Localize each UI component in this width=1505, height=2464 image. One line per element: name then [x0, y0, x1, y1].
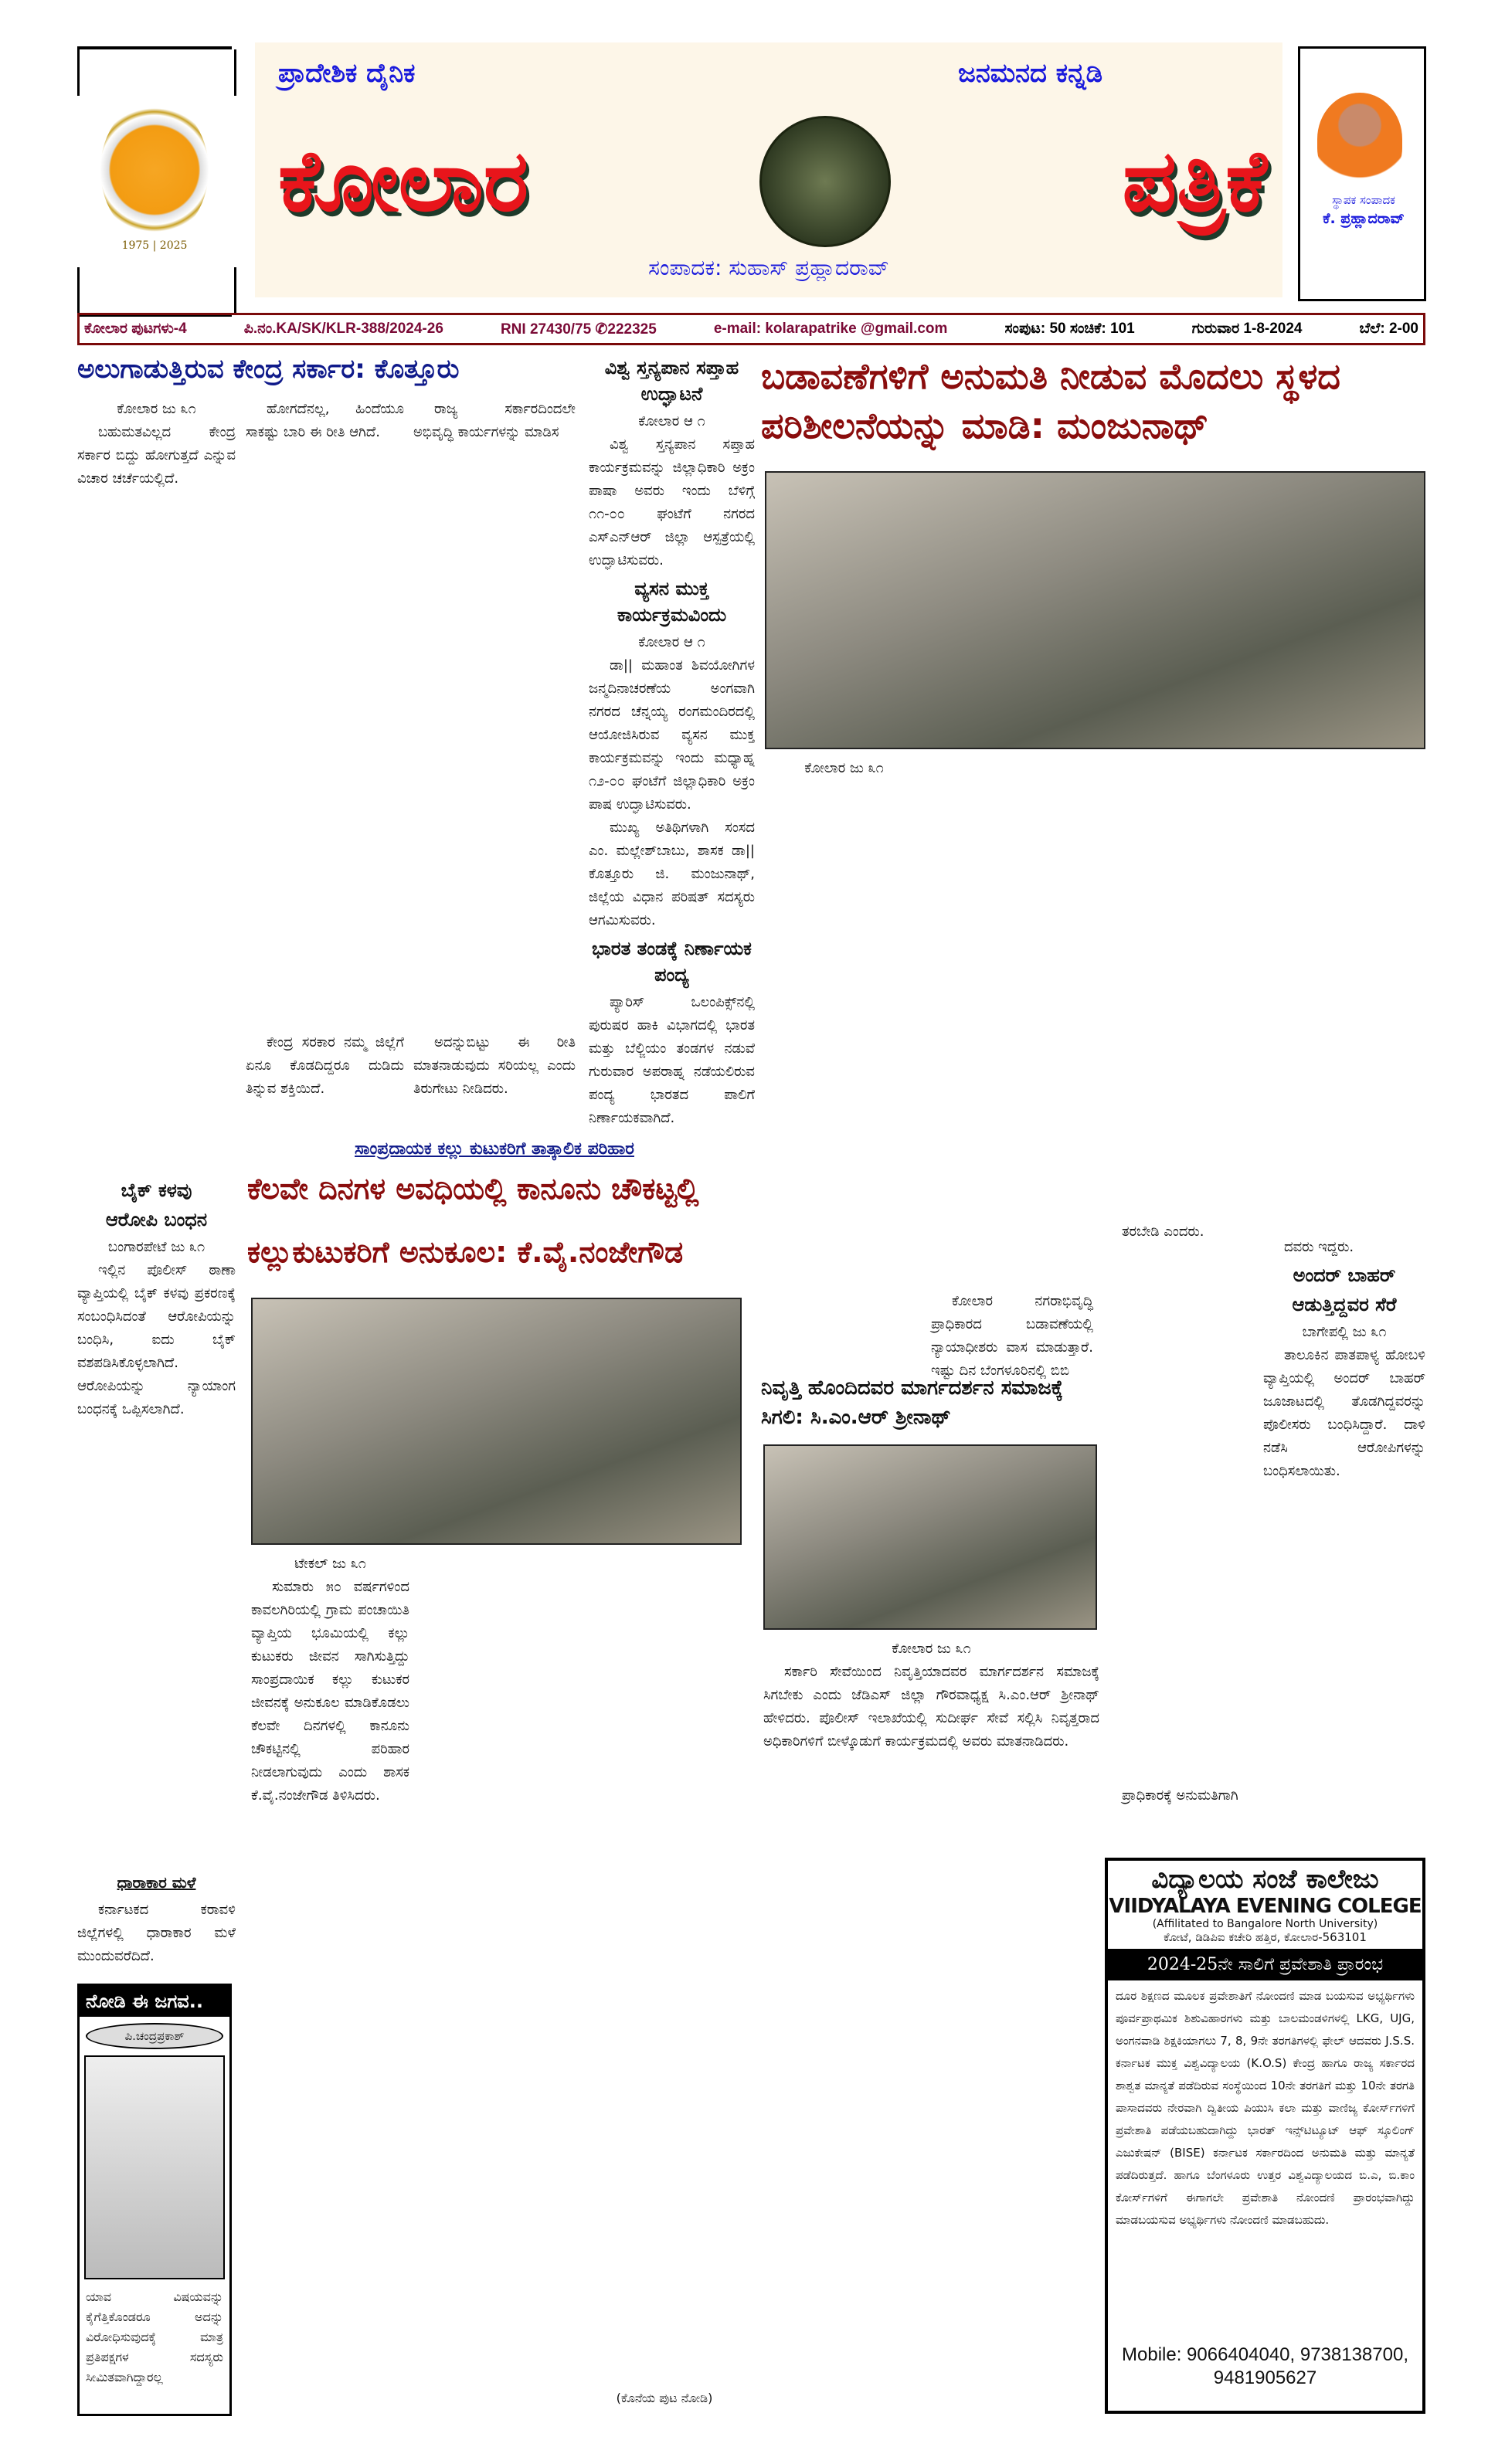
ad-banner: 2024-25ನೇ ಸಾಲಿಗೆ ಪ್ರವೇಶಾತಿ ಪ್ರಾರಂಭ [1108, 1949, 1422, 1980]
headline-deaddiction: ವ್ಯಸನ ಮುಕ್ತ ಕಾರ್ಯಕ್ರಮವಿಂದು [617, 578, 727, 626]
newspaper-title [278, 116, 1267, 247]
article-text: ತರಬೇಡಿ ಎಂದರು. [1122, 1224, 1204, 1240]
ad-body: ದೂರ ಶಿಕ್ಷಣದ ಮೂಲಕ ಪ್ರವೇಶಾತಿಗೆ ನೋಂದಣಿ ಮಾಡ ಬಯಸುವ ಅಭ್ಯರ್ಥಿಗಳು ಪೂರ್ವಪ್ರಾಥಮಿಕ ಶಿಶುವಿಹಾರಗಳು ಮತ್ತು ಬಾಲಮಂಡಳಿಗಳಲ್ಲಿ LKG, UJG, ಅಂಗನವಾಡಿ ಶಿಕ್ಷಕಿಯಾಗಲು 7, 8, 9ನೇ ತರಗತಿಗಳಲ್ಲಿ ಫೇಲ್ ಆದವರು J.S.S. ಕರ್ನಾಟಕ ಮುಕ್ತ ವಿಶ್ವವಿದ್ಯಾಲಯ (K.O.S) ಕೇಂದ್ರ ಹಾಗೂ ರಾಜ್ಯ ಸರ್ಕಾರದ ಶಾಶ್ವತ ಮಾನ್ಯತೆ ಪಡೆದಿರುವ ಸಂಸ್ಥೆಯಿಂದ 10ನೇ ತರಗತಿಗೆ ಮತ್ತು 10ನೇ ತರಗತಿ ಪಾಸಾದವರು ನೇರವಾಗಿ ದ್ವಿತೀಯ ಪಿಯುಸಿ ಕಲಾ ಮತ್ತು ವಾಣಿಜ್ಯ ಕೋರ್ಸ್‌ಗಳಿಗೆ ಪ್ರವೇಶಾತಿ ಪಡೆಯಬಹುದಾಗಿದ್ದು ಭಾರತ್ ಇನ್ಸ್‌ಟಿಟ್ಯೂಟ್ ಆಫ್ ಸ್ಕೂಲಿಂಗ್ ಎಜುಕೇಷನ್ (BISE) ಕರ್ನಾಟಕ ಸರ್ಕಾರದಿಂದ ಅನುಮತಿ ಮತ್ತು ಮಾನ್ಯತೆ ಪಡೆದಿರುತ್ತದೆ. ಹಾಗೂ ಬೆಂಗಳೂರು ಉತ್ತರ ವಿಶ್ವವಿದ್ಯಾಲಯದ ಬಿ.ಎ, ಬಿ.ಕಾಂ ಕೋರ್ಸ್‌ಗಳಿಗೆ ಈಗಾಗಲೇ ಪ್ರವೇಶಾತಿ ನೋಂದಣಿ ಪ್ರಾರಂಭವಾಗಿದ್ದು ಮಾಡಬಯಸುವ ಅಭ್ಯರ್ಥಿಗಳು ನೋಂದಣಿ ಮಾಡಬಹುದು. [1116, 1989, 1415, 2227]
manjunath-column-1 [765, 757, 923, 1359]
headline-manjunath: ಬಡಾವಣೆಗಳಿಗೆ ಅನುಮತಿ ನೀಡುವ ಮೊದಲು ಸ್ಥಳದ ಪರಿಶೀಲನೆಯನ್ನು ಮಾಡಿ: ಮಂಜುನಾಥ್ [761, 355, 1341, 446]
email: e-mail: kolarapatrike @gmail.com [713, 321, 948, 337]
article-text: ಕರ್ನಾಟಕದ ಕರಾವಳಿ ಜಿಲ್ಲೆಗಳಲ್ಲಿ ಧಾರಾಕಾರ ಮಳೆ ಮುಂದುವರೆದಿದೆ. [77, 1902, 236, 1964]
dateline: ಬಾಗೇಪಲ್ಲಿ ಜು ೩೧ [1302, 1324, 1387, 1340]
article-text: ವಿಶ್ವ ಸ್ತನ್ಯಪಾನ ಸಪ್ತಾಹ ಕಾರ್ಯಕ್ರಮವನ್ನು ಜಿಲ್ಲಾಧಿಕಾರಿ ಅಕ್ರಂ ಪಾಷಾ ಅವರು ಇಂದು ಬೆಳಿಗ್ಗೆ ೧೧-೦೦ ಘಂಟೆಗೆ ನಗರದ ಎಸ್ಎನ್ಆರ್ ಜಿಲ್ಲಾ ಆಸ್ಪತ್ರೆಯಲ್ಲಿ ಉದ್ಘಾಟಿಸುವರು. [589, 436, 755, 568]
kothur-column-2 [246, 398, 404, 1124]
dateline: ಬಂಗಾರಪೇಟೆ ಜು ೩೧ [107, 1239, 206, 1255]
logo-years: 1975 | 2025 [121, 239, 188, 252]
headline-quarry-2: ಕಲ್ಲುಕುಟುಕರಿಗೆ ಅನುಕೂಲ: ಕೆ.ವೈ.ನಂಜೇಗೌಡ [247, 1235, 684, 1269]
dateline: ಕೋಲಾರ ಜು ೩೧ [117, 401, 196, 417]
article-text: ಕೇಂದ್ರ ಸರಕಾರ ನಮ್ಮ ಜಿಲ್ಲೆಗೆ ಏನೂ ಕೊಡದಿದ್ದರೂ ದುಡಿದು ತಿನ್ನುವ ಶಕ್ತಿಯಿದೆ. [246, 1034, 404, 1097]
article-text: ದವರು ಇದ್ದರು. [1284, 1239, 1354, 1255]
editor-line: ಸಂಪಾದಕ: ಸುಹಾಸ್ ಪ್ರಹ್ಲಾದರಾವ್ [648, 255, 889, 280]
price: ಬೆಲೆ: 2-00 [1359, 321, 1418, 337]
founder-role: ಸ್ಥಾಪಕ ಸಂಪಾದಕ [1332, 193, 1395, 207]
manjunath-column-2 [931, 757, 1093, 1379]
issue-date: ಗುರುವಾರ 1-8-2024 [1191, 321, 1303, 337]
golden-jubilee-logo [100, 100, 209, 239]
headline-kothur: ಅಲುಗಾಡುತ್ತಿರುವ ಕೇಂದ್ರ ಸರ್ಕಾರ: ಕೊತ್ತೂರು [77, 354, 460, 385]
ad-title-english: VIIDYALAYA EVENING COLEGE [1109, 1895, 1422, 1918]
tagline-right: ಜನಮನದ ಕನ್ನಡಿ [958, 58, 1103, 89]
dateline: ಕೋಲಾರ ಜು ೩೧ [892, 1641, 971, 1657]
article-text: ಇಲ್ಲಿನ ಪೊಲೀಸ್ ಠಾಣಾ ವ್ಯಾಪ್ತಿಯಲ್ಲಿ ಬೈಕ್ ಕಳವು ಪ್ರಕರಣಕ್ಕೆ ಸಂಬಂಧಿಸಿದಂತೆ ಆರೋಪಿಯನ್ನು ಬಂಧಿಸಿ, ಐದು ಬೈಕ್ ವಶಪಡಿಸಿಕೊಳ್ಳಲಾಗಿದೆ. ಆರೋಪಿಯನ್ನು ನ್ಯಾಯಾಂಗ ಬಂಧನಕ್ಕೆ ಒಪ್ಪಿಸಲಾಗಿದೆ. [77, 1262, 236, 1417]
article-text: ಅದನ್ನುಬಿಟ್ಟು ಈ ರೀತಿ ಮಾತನಾಡುವುದು ಸರಿಯಲ್ಲ ಎಂದು ತಿರುಗೇಟು ನೀಡಿದರು. [413, 1034, 576, 1097]
article-text: ಹೋಗದೆನಲ್ಲ, ಹಿಂದೆಯೂ ಸಾಕಷ್ಟು ಬಾರಿ ಈ ರೀತಿ ಆಗಿದೆ. [246, 401, 404, 440]
headline-bike-2: ಆರೋಪಿ ಬಂಧನ [105, 1209, 208, 1230]
ad-address: ಕೋಟೆ, ಡಿಡಿಪಿಐ ಕಚೇರಿ ಹತ್ತಿರ, ಕೋಲಾರ-563101 [1164, 1930, 1367, 1944]
article-text: ಕೋಲಾರ ನಗರಾಭಿವೃದ್ಧಿ ಪ್ರಾಧಿಕಾರದ ಬಡಾವಣೆಯಲ್ಲಿ ನ್ಯಾಯಾಧೀಶರು ವಾಸ ಮಾಡುತ್ತಾರೆ. ಇಷ್ಟು ದಿನ ಬೆಂಗಳೂರಿನಲ್ಲಿ ಬಿಬಿ [931, 1293, 1093, 1379]
article-text: ಪ್ರಾಧಿಕಾರಕ್ಕೆ ಅನುಮತಿಗಾಗಿ [1122, 1787, 1238, 1804]
article-text: ರಾಜ್ಯ ಸರ್ಕಾರದಿಂದಲೇ ಅಭಿವೃದ್ಧಿ ಕಾರ್ಯಗಳನ್ನು ಮಾಡಿಸ [413, 401, 576, 440]
ad-affiliation: (Affilitated to Bangalore North University) [1152, 1918, 1378, 1930]
ad-mobile: Mobile: 9066404040, 9738138700, 9481905627 [1122, 2344, 1408, 2388]
quarry-column-1 [251, 1553, 409, 2414]
article-text: ಮುಖ್ಯ ಅತಿಥಿಗಳಾಗಿ ಸಂಸದ ಎಂ. ಮಲ್ಲೇಶ್‌ಬಾಬು, ಶಾಸಕ ಡಾ|| ಕೊತ್ತೂರು ಜಿ. ಮಂಜುನಾಥ್, ಜಿಲ್ಲೆಯ ವಿಧಾನ ಪರಿಷತ್ ಸದಸ್ಯರು ಆಗಮಿಸುವರು. [589, 820, 755, 928]
headline-hockey: ಭಾರತ ತಂಡಕ್ಕೆ ನಿರ್ಣಾಯಕ ಪಂದ್ಯ [592, 938, 752, 986]
headline-rain: ಧಾರಾಕಾರ ಮಳೆ [117, 1873, 196, 1892]
article-text: ಡಾ|| ಮಹಾಂತ ಶಿವಯೋಗಿಗಳ ಜನ್ಮದಿನಾಚರಣೆಯ ಅಂಗವಾಗಿ ನಗರದ ಚೆನ್ನಯ್ಯ ರಂಗಮಂದಿರದಲ್ಲಿ ಆಯೋಜಿಸಿರುವ ವ್ಯಸನ ಮುಕ್ತ ಕಾರ್ಯಕ್ರಮವನ್ನು ಇಂದು ಮಧ್ಯಾಹ್ನ ೧೨-೦೦ ಘಂಟೆಗೆ ಜಿಲ್ಲಾಧಿಕಾರಿ ಅಕ್ರಂ ಪಾಷ ಉದ್ಘಾಟಿಸುವರು. [589, 657, 755, 813]
dateline: ಟೇಕಲ್ ಜು ೩೧ [294, 1556, 366, 1572]
right-column [1263, 757, 1425, 1854]
kicker-quarry: ಸಾಂಪ್ರದಾಯಕ ಕಲ್ಲು ಕುಟುಕರಿಗೆ ತಾತ್ಕಾಲಿಕ ಪರಿಹಾರ [355, 1139, 634, 1159]
headline-quarry: ಕೆಲವೇ ದಿನಗಳ ಅವಧಿಯಲ್ಲಿ ಕಾನೂನು ಚೌಕಟ್ಟಲ್ಲಿ [247, 1172, 699, 1206]
dateline: ಕೋಲಾರ ಜು ೩೧ [804, 760, 884, 776]
elephant-emblem-icon [759, 116, 891, 247]
column-gap [417, 1553, 418, 2414]
dateline: ಕೋಲಾರ ಆ ೧ [638, 634, 705, 650]
article-text: ಬಹುಮತವಿಲ್ಲದ ಕೇಂದ್ರ ಸರ್ಕಾರ ಬಿದ್ದು ಹೋಗುತ್ತದೆ ಎನ್ನುವ ವಿಚಾರ ಚರ್ಚೆಯಲ್ಲಿದೆ. [77, 424, 236, 487]
info-bar [77, 313, 1425, 345]
title-left: ಕೋಲಾರ [278, 131, 529, 230]
manjunath-column-3 [1101, 757, 1255, 1854]
cartoon-box [77, 1984, 232, 2416]
title-right: ಪತ್ರಿಕೆ [1122, 131, 1267, 230]
headline-gambling: ಅಂದರ್ ಬಾಹರ್ [1293, 1264, 1396, 1286]
headline-gambling-2: ಆಡುತ್ತಿದ್ದವರ ಸೆರೆ [1292, 1294, 1397, 1315]
cartoon-drawing [84, 2055, 225, 2279]
headline-breastfeeding: ವಿಶ್ವ ಸ್ತನ್ಯಪಾನ ಸಪ್ತಾಹ ಉದ್ಘಾಟನೆ [604, 357, 739, 405]
article-text: ಪ್ಯಾರಿಸ್ ಒಲಂಪಿಕ್ಸ್‌ನಲ್ಲಿ ಪುರುಷರ ಹಾಕಿ ವಿಭಾಗದಲ್ಲಿ ಭಾರತ ಮತ್ತು ಬೆಲ್ಜಿಯಂ ತಂಡಗಳ ನಡುವೆ ಗುರುವಾರ ಅಪರಾಹ್ನ ನಡೆಯಲಿರುವ ಪಂದ್ಯ ಭಾರತದ ಪಾಲಿಗೆ ನಿರ್ಣಾಯಕವಾಗಿದೆ. [589, 994, 755, 1126]
briefs-column [589, 351, 755, 1132]
cartoon-caption: ಯಾವ ವಿಷಯವನ್ನು ಕೈಗೆತ್ತಿಕೊಂಡರೂ ಅದನ್ನು ವಿರೋಧಿಸುವುದಕ್ಕೆ ಮಾತ್ರ ಪ್ರತಿಪಕ್ಷಗಳ ಸದಸ್ಯರು ಸೀಮಿತವಾಗಿದ್ದಾರಲ್ಲ [86, 2289, 223, 2384]
meeting-photo [765, 471, 1425, 749]
founder-name: ಕೆ. ಪ್ರಹ್ಲಾದರಾವ್ [1323, 210, 1405, 227]
headline-retired: ನಿವೃತ್ತಿ ಹೊಂದಿದವರ ಮಾರ್ಗದರ್ಶನ ಸಮಾಜಕ್ಕೆ ಸಿಗಲಿ: ಸಿ.ಎಂ.ಆರ್ ಶ್ರೀನಾಥ್ [761, 1376, 1063, 1429]
retirement-group-photo [763, 1444, 1097, 1630]
kothur-column-3 [413, 398, 576, 1124]
continued-note: (ಕೊನೆಯ ಪುಟ ನೋಡಿ) [616, 2391, 713, 2405]
ad-title-kannada: ವಿದ್ಯಾಲಯ ಸಂಜೆ ಕಾಲೇಜು [1151, 1864, 1379, 1895]
volume-issue: ಸಂಪುಟ: 50 ಸಂಚಿಕೆ: 101 [1004, 321, 1135, 337]
kothur-column-1 [77, 398, 236, 1162]
page-count: ಕೋಲಾರ ಪುಟಗಳು-4 [84, 321, 187, 337]
cartoon-title: ನೋಡಿ ಈ ಜಗವ.. [80, 1986, 229, 2017]
article-text: ಸರ್ಕಾರಿ ಸೇವೆಯಿಂದ ನಿವೃತ್ತಿಯಾದವರ ಮಾರ್ಗದರ್ಶನ ಸಮಾಜಕ್ಕೆ ಸಿಗಬೇಕು ಎಂದು ಜೆಡಿಎಸ್ ಜಿಲ್ಲಾ ಗೌರವಾಧ್ಯಕ್ಷ ಸಿ.ಎಂ.ಆರ್ ಶ್ರೀನಾಥ್ ಹೇಳಿದರು. ಪೊಲೀಸ್ ಇಲಾಖೆಯಲ್ಲಿ ಸುದೀರ್ಘ ಸೇವೆ ಸಲ್ಲಿಸಿ ನಿವೃತ್ತರಾದ ಅಧಿಕಾರಿಗಳಿಗೆ ಬೀಳ್ಕೊಡುಗೆ ಕಾರ್ಯಕ್ರಮದಲ್ಲಿ ಅವರು ಮಾತನಾಡಿದರು. [763, 1664, 1099, 1750]
quarry-meeting-photo [251, 1298, 742, 1545]
dateline: ಕೋಲಾರ ಆ ೧ [638, 413, 705, 429]
cartoon-artist: ಪಿ.ಚಂದ್ರಪ್ರಕಾಶ್ [86, 2023, 223, 2049]
article-text: ಸುಮಾರು ೫೦ ವರ್ಷಗಳಿಂದ ಕಾವಲಗಿರಿಯಲ್ಲಿ ಗ್ರಾಮ ಪಂಚಾಯಿತಿ ವ್ಯಾಪ್ತಿಯ ಭೂಮಿಯಲ್ಲಿ ಕಲ್ಲು ಕುಟುಕರು ಜೀವನ ಸಾಗಿಸುತ್ತಿದ್ದು ಸಾಂಪ್ರದಾಯಿಕ ಕಲ್ಲು ಕುಟುಕರ ಜೀವನಕ್ಕೆ ಅನುಕೂಲ ಮಾಡಿಕೊಡಲು ಕೆಲವೇ ದಿನಗಳಲ್ಲಿ ಕಾನೂನು ಚೌಕಟ್ಟಿನಲ್ಲಿ ಪರಿಹಾರ ನೀಡಲಾಗುವುದು ಎಂದು ಶಾಸಕ ಕೆ.ವೈ.ನಂಜೇಗೌಡ ತಿಳಿಸಿದರು. [251, 1579, 409, 1804]
retired-body [763, 1638, 1099, 2414]
registration-number: ಪಿ.ನಂ.KA/SK/KLR-388/2024-26 [243, 321, 443, 337]
college-advertisement [1105, 1858, 1425, 2414]
headline-bike: ಬೈಕ್ ಕಳವು [121, 1179, 192, 1201]
tagline-left: ಪ್ರಾದೇಶಿಕ ದೈನಿಕ [278, 58, 416, 89]
founder-portrait [1317, 93, 1402, 185]
article-text: ತಾಲೂಕಿನ ಪಾತಪಾಳ್ಯ ಹೋಬಳಿ ವ್ಯಾಪ್ತಿಯಲ್ಲಿ ಅಂದರ್ ಬಾಹರ್ ಜೂಜಾಟದಲ್ಲಿ ತೊಡಗಿದ್ದವರನ್ನು ಪೊಲೀಸರು ಬಂಧಿಸಿದ್ದಾರೆ. ದಾಳಿ ನಡೆಸಿ ಆರೋಪಿಗಳನ್ನು ಬಂಧಿಸಲಾಯಿತು. [1263, 1347, 1425, 1479]
left-briefs [77, 1174, 236, 1981]
rni-phone: RNI 27430/75 ✆222325 [500, 321, 657, 338]
